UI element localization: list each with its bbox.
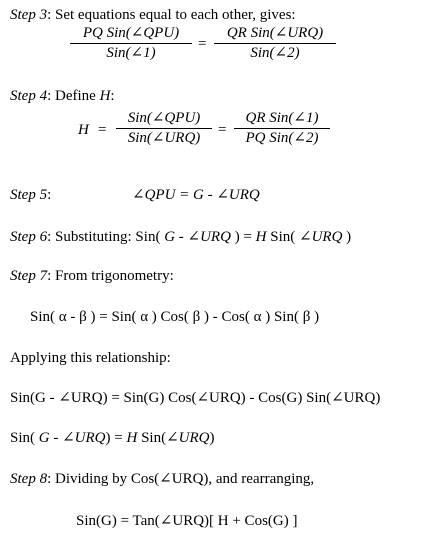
step6-angle-2: ∠URQ [299,229,343,245]
step3-rhs-numerator: QR Sin(∠URQ) [226,25,324,41]
step4-equals-2: = [218,122,227,138]
applying-text: Applying this relationship: [10,350,171,366]
step3-lhs-numerator: PQ Sin(∠QPU) [82,25,180,41]
exp2-a: Sin( [10,430,39,446]
step6-h: H [255,229,267,245]
step8-text: : Dividing by Cos(∠URQ), and rearranging, [47,471,315,487]
step4-fraction-1 [116,110,212,147]
step7-label: Step 7 [10,268,48,284]
step6-line [10,228,351,246]
step4-fraction-2 [234,110,330,147]
step6-end: ) [342,229,352,245]
step3-rhs-denominator: Sin(∠2) [250,45,300,61]
step7-line [10,267,174,285]
step7-text: : From trigonometry: [47,268,174,284]
exp2-angle-1: ∠URQ [62,430,106,446]
exp2-h: H [126,430,138,446]
step3-equals: = [198,36,207,52]
step6-label: Step 6 [10,229,48,245]
exp2-e: ) [209,430,215,446]
step3-lhs-denominator: Sin(∠1) [106,45,156,61]
step6-text: : Substituting: Sin( [47,229,165,245]
step8-line [10,470,314,488]
step4-f1-denominator: Sin(∠URQ) [127,130,201,146]
step4-line [10,87,115,105]
step6-sin: Sin( [266,229,300,245]
step8-label: Step 8 [10,471,48,487]
step3-rhs-fraction [214,25,336,62]
step3-label: Step 3 [10,7,48,23]
expansion-line-2 [10,429,215,447]
step6-close: ) = [230,229,256,245]
step4-equals-1: = [98,122,107,138]
step4-f1-numerator: Sin(∠QPU) [127,110,201,126]
exp2-c: ) = [105,430,127,446]
step4-label: Step 4 [10,88,48,104]
step5-label-line [10,186,51,204]
step8-final-equation: Sin(G) = Tan(∠URQ)[ H + Cos(G) ] [76,513,298,529]
step3-lhs-fraction [70,25,192,62]
step4-f2-denominator: PQ Sin(∠2) [245,130,319,146]
step4-var: H [99,88,111,104]
exp2-d: Sin( [137,430,167,446]
step5-equation: ∠QPU = G - ∠URQ [132,187,260,203]
step7-identity: Sin( α - β ) = Sin( α ) Cos( β ) - Cos( α ) Sin( β ) [30,309,320,325]
step6-angle-1: ∠URQ [187,229,231,245]
exp2-b: - [49,430,63,446]
step3-text: : Set equations equal to each other, gives: [47,7,296,23]
step4-colon: : [110,88,115,104]
exp2-g: G [38,430,50,446]
step3-line [10,6,296,24]
step4-h: H [78,122,89,138]
step4-f2-numerator: QR Sin(∠1) [245,110,319,126]
step6-g: G [164,229,176,245]
step4-text: : Define [47,88,100,104]
step5-label: Step 5 [10,187,48,203]
exp2-angle-2: ∠URQ [166,430,210,446]
step6-minus: - [175,229,188,245]
expansion-line-1: Sin(G - ∠URQ) = Sin(G) Cos(∠URQ) - Cos(G) Sin(∠URQ) [10,390,381,406]
step5-colon: : [47,187,52,203]
